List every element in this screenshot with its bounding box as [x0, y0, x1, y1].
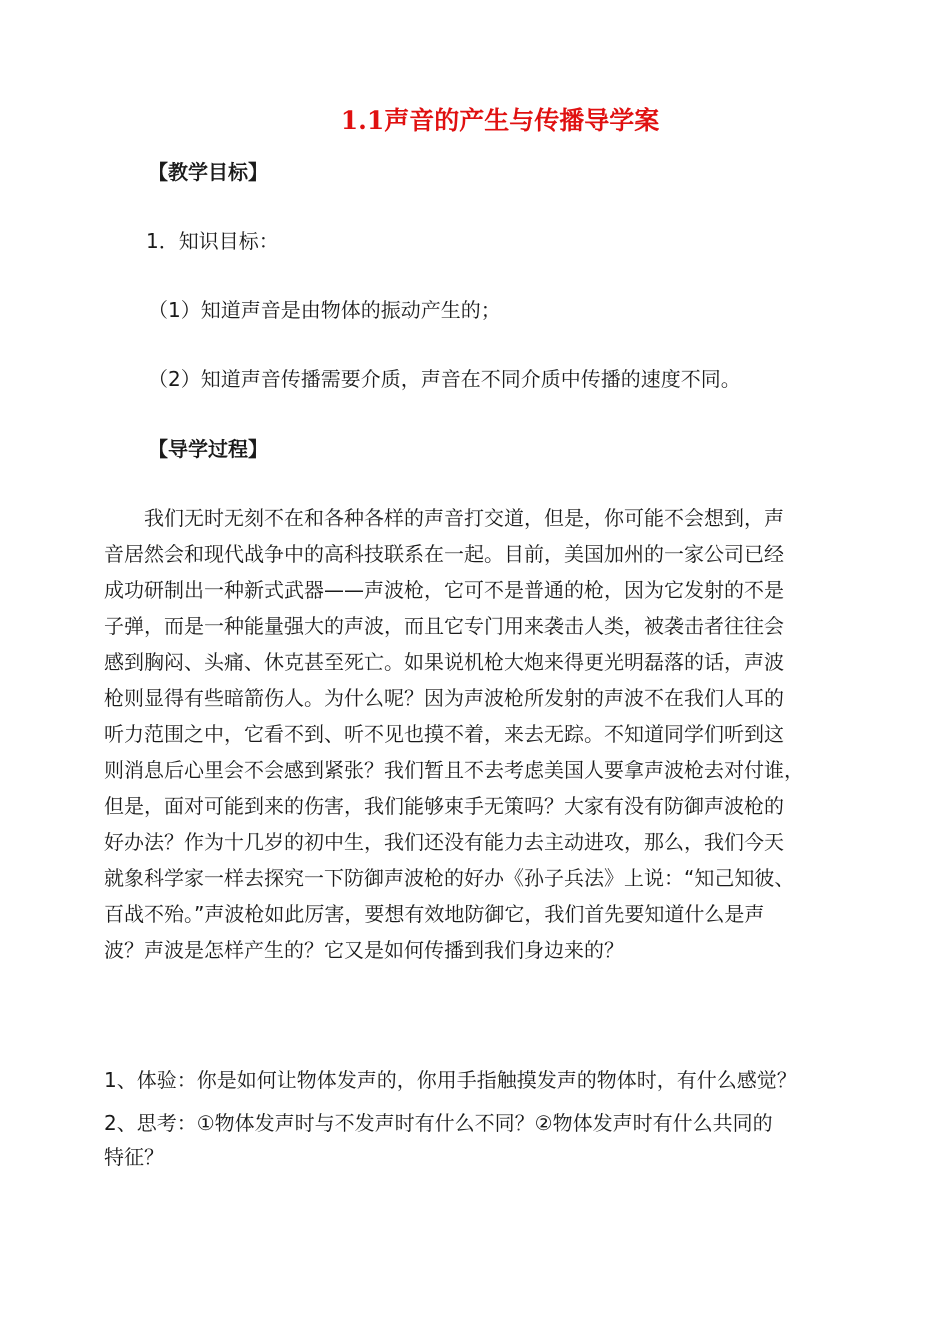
question-2-text-continued: 特征？ — [104, 1145, 164, 1169]
paragraph-line: 音居然会和现代战争中的高科技联系在一起。目前，美国加州的一家公司已经 — [104, 542, 784, 566]
paragraph-line: 感到胸闷、头痛、休克甚至死亡。如果说机枪大炮来得更光明磊落的话，声波 — [104, 650, 784, 674]
process-heading: 【导学过程】 — [148, 437, 268, 461]
paragraph-line: 子弹，而是一种能量强大的声波，而且它专门用来袭击人类，被袭击者往往会 — [104, 614, 784, 638]
paragraph-line: 则消息后心里会不会感到紧张？我们暂且不去考虑美国人要拿声波枪去对付谁， — [104, 758, 804, 782]
question-2-text: 2、思考：①物体发声时与不发声时有什么不同？②物体发声时有什么共同的 — [104, 1111, 773, 1135]
paragraph-line: 百战不殆。”声波枪如此厉害，要想有效地防御它，我们首先要知道什么是声 — [104, 902, 765, 926]
page-title: 1.1声音的产生与传播导学案 — [340, 106, 660, 135]
paragraph-line: 我们无时无刻不在和各种各样的声音打交道，但是，你可能不会想到，声 — [104, 506, 784, 530]
paragraph-line: 枪则显得有些暗箭伤人。为什么呢？因为声波枪所发射的声波不在我们人耳的 — [104, 686, 784, 710]
objective-item-2: （2）知道声音传播需要介质，声音在不同介质中传播的速度不同。 — [148, 367, 741, 391]
paragraph-line: 但是，面对可能到来的伤害，我们能够束手无策吗？大家有没有防御声波枪的 — [104, 794, 784, 818]
paragraph-line: 好办法？作为十几岁的初中生，我们还没有能力去主动进攻，那么，我们今天 — [104, 830, 784, 854]
question-1-text: 1、体验：你是如何让物体发声的，你用手指触摸发声的物体时，有什么感觉？ — [104, 1068, 797, 1092]
objective-item-1: （1）知道声音是由物体的振动产生的； — [148, 298, 501, 322]
paragraph-line: 成功研制出一种新式武器——声波枪，它可不是普通的枪，因为它发射的不是 — [104, 578, 784, 602]
question-experience — [104, 1063, 864, 1097]
objective-knowledge: 1．知识目标： — [146, 229, 279, 253]
question-think — [104, 1106, 864, 1174]
paragraph-line: 波？声波是怎样产生的？它又是如何传播到我们身边来的？ — [104, 938, 624, 962]
paragraph-line: 就象科学家一样去探究一下防御声波枪的好办《孙子兵法》上说：“知己知彼、 — [104, 866, 795, 890]
intro-paragraph — [104, 500, 864, 968]
objectives-heading: 【教学目标】 — [148, 160, 268, 184]
paragraph-line: 听力范围之中，它看不到、听不见也摸不着，来去无踪。不知道同学们听到这 — [104, 722, 784, 746]
